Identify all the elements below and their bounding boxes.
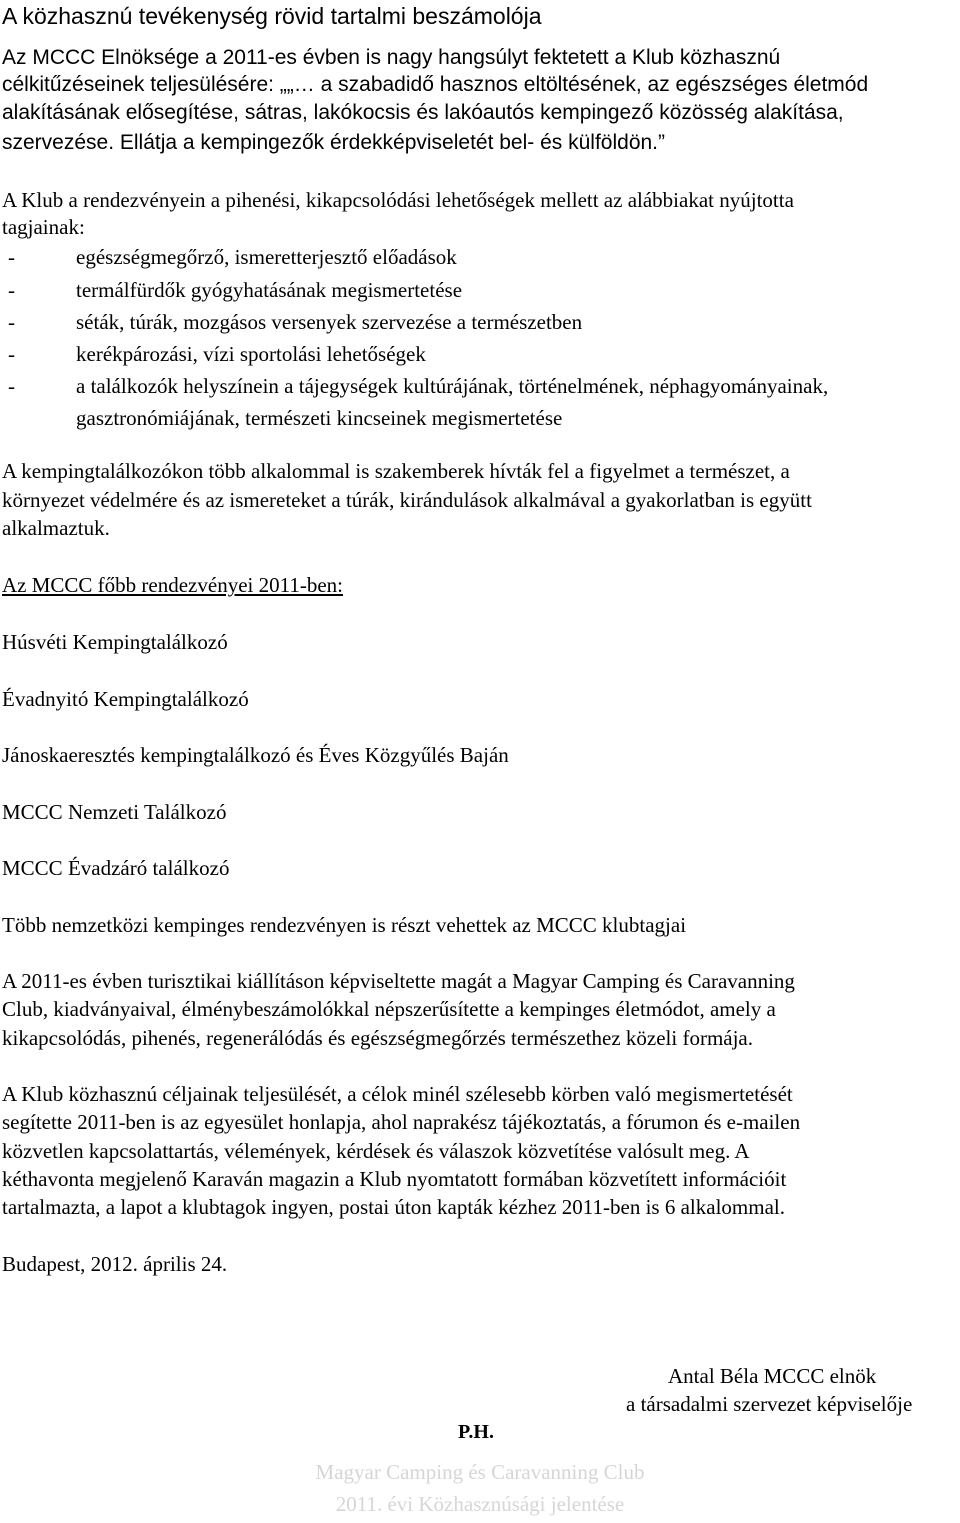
website-paragraph: segítette 2011-ben is az egyesület honlapja, ahol naprakész tájékoztatás, a fórumon és e-mailen	[2, 1110, 801, 1134]
page-title: A közhasznú tevékenység rövid tartalmi beszámolója	[2, 3, 542, 29]
website-paragraph: A Klub közhasznú céljainak teljesülését, a célok minél szélesebb körben való megismertetését	[2, 1082, 793, 1106]
website-paragraph: kéthavonta megjelenő Karaván magazin a Klub nyomtatott formában közvetített információit	[2, 1167, 787, 1191]
event-item: Jánoskaeresztés kempingtalálkozó és Éves Közgyűlés Baján	[2, 743, 509, 767]
date-line: Budapest, 2012. április 24.	[2, 1252, 228, 1276]
event-item: MCCC Évadzáró találkozó	[2, 856, 230, 880]
bullet-dash: -	[8, 278, 15, 302]
signature-name: Antal Béla MCCC elnök	[668, 1364, 877, 1388]
event-item: Évadnyitó Kempingtalálkozó	[2, 687, 249, 711]
bullet-text: egészségmegőrző, ismeretterjesztő előadások	[76, 245, 457, 269]
exhibition-paragraph: Club, kiadványaival, élménybeszámolókkal népszerűsítette a kempinges életmódot, amely a	[2, 997, 776, 1021]
intro-line: célkitűzéseinek teljesülésére: „„… a szabadidő hasznos eltöltésének, az egészséges életmód	[2, 73, 869, 96]
bullet-text: termálfürdők gyógyhatásának megismertetése	[76, 278, 463, 302]
experts-paragraph: alkalmaztuk.	[2, 516, 110, 540]
intro-line: alakításának elősegítése, sátras, lakókocsis és lakóautós kempingező közösség alakítása,	[2, 101, 844, 124]
events-heading: Az MCCC főbb rendezvényei 2011-ben:	[2, 573, 343, 597]
bullet-dash: -	[8, 342, 15, 366]
bullet-text: kerékpározási, vízi sportolási lehetőségek	[76, 342, 426, 366]
services-intro: tagjainak:	[2, 215, 85, 239]
exhibition-paragraph: kikapcsolódás, pihenés, regenerálódás és egészségmegőrzés természethez közeli formája.	[2, 1026, 754, 1050]
stamp-placeholder: P.H.	[458, 1421, 494, 1443]
event-item: Több nemzetközi kempinges rendezvényen is részt vehettek az MCCC klubtagjai	[2, 913, 687, 937]
exhibition-paragraph: A 2011-es évben turisztikai kiállításon képviseltette magát a Magyar Camping és Caravanning	[2, 969, 795, 993]
bullet-text: gasztronómiájának, természeti kincseinek megismertetése	[76, 406, 563, 430]
intro-line: szervezése. Ellátja a kempingezők érdekképviseletét bel- és külföldön.”	[2, 131, 666, 154]
bullet-dash: -	[8, 245, 15, 269]
bullet-text: a találkozók helyszínein a tájegységek kultúrájának, történelmének, néphagyományainak,	[76, 374, 829, 398]
website-paragraph: tartalmazta, a lapot a klubtagok ingyen, postai úton kapták kézhez 2011-ben is 6 alkalommal.	[2, 1195, 785, 1219]
experts-paragraph: A kempingtalálkozókon több alkalommal is szakemberek hívták fel a figyelmet a természet, a	[2, 459, 790, 483]
bullet-dash: -	[8, 374, 15, 398]
signature-role: a társadalmi szervezet képviselője	[626, 1392, 913, 1416]
footer-line-1: Magyar Camping és Caravanning Club	[315, 1460, 645, 1484]
experts-paragraph: környezet védelmére és az ismereteket a túrák, kirándulások alkalmával a gyakorlatban is együtt	[2, 488, 812, 512]
bullet-text: séták, túrák, mozgásos versenyek szervezése a természetben	[76, 310, 583, 334]
bullet-dash: -	[8, 310, 15, 334]
event-item: Húsvéti Kempingtalálkozó	[2, 630, 228, 654]
intro-line: Az MCCC Elnöksége a 2011-es évben is nagy hangsúlyt fektetett a Klub közhasznú	[2, 46, 781, 69]
website-paragraph: közvetlen kapcsolattartás, vélemények, kérdések és válaszok közvetítése valósult meg. A	[2, 1139, 750, 1163]
event-item: MCCC Nemzeti Találkozó	[2, 800, 227, 824]
services-intro: A Klub a rendezvényein a pihenési, kikapcsolódási lehetőségek mellett az alábbiakat nyújtotta	[2, 188, 794, 212]
footer-line-2: 2011. évi Közhasznúsági jelentése	[335, 1492, 625, 1516]
